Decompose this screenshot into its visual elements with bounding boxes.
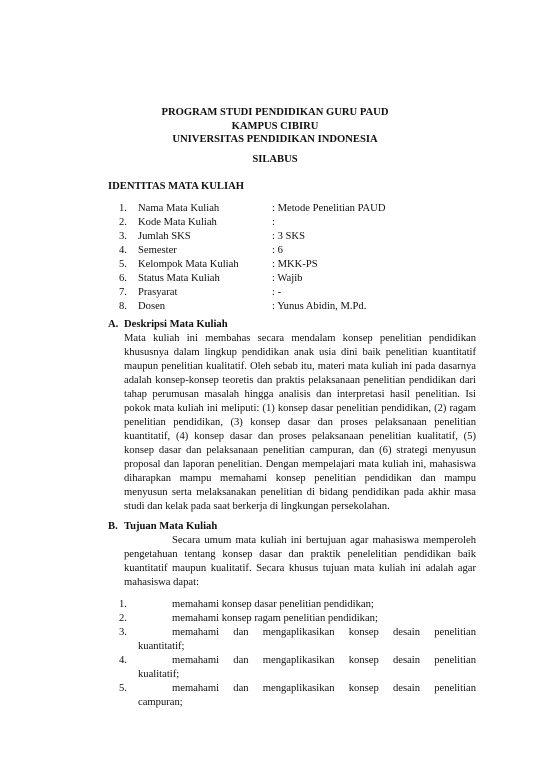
row-value: : Metode Penelitian PAUD [272, 203, 386, 214]
row-value: : Wajib [272, 273, 303, 284]
identitas-row [119, 202, 479, 216]
identitas-row [119, 230, 479, 244]
section-a-body: Mata kuliah ini membahas secara mendalam konsep penelitian pendidikan khususnya dalam lingkup pendidikan anak usia dini baik penelitian kuantitatif maupun penelitian kualitatif. Oleh sebab itu, materi mata kuliah ini pada dasarnya adalah konsep-konsep teoretis dan praktis pelaksanaan penelitian pendidikan dari tahap perumusan masalah hingga analisis dan interpretasi hasil penelitian. Isi pokok mata kuliah ini meliputi: (1) konsep dasar penelitian pendidikan, (2) ragam penelitian pendidikan, (3) konsep dasar dan proses pelaksanaan penelitian kuantitatif, (4) konsep dasar dan proses pelaksanaan penelitian kualitatif, (5) konsep dasar dan pelaksanaan penelitian campuran, dan (6) strategi menyusun proposal dan laporan penelitian. Dengan mempelajari mata kuliah ini, mahasiswa diharapkan mampu memahami konsep penelitian pendidikan dan mampu menyusun serta melaksanakan penelitian di bidang pendidikan pada akhir masa studi dan kelak pada saat berkerja di lingkungan persekolahan. [124, 333, 476, 512]
list-item [119, 654, 476, 668]
document-title: SILABUS [252, 154, 298, 165]
row-number: 4. [119, 245, 127, 256]
row-value: : 6 [272, 245, 283, 256]
list-item [119, 598, 476, 612]
header-campus: KAMPUS CIBIRU [231, 120, 319, 132]
list-text: memahami dan mengaplikasikan konsep desain penelitian [172, 683, 476, 694]
section-b-title: Tujuan Mata Kuliah [124, 521, 218, 532]
identitas-list [119, 202, 479, 314]
row-label: Nama Mata Kuliah [138, 203, 220, 214]
row-number: 7. [119, 287, 127, 298]
section-a-letter: A. [108, 319, 119, 330]
list-text: memahami konsep dasar penelitian pendidikan; [172, 599, 374, 610]
row-number: 5. [119, 259, 127, 270]
row-number: 2. [119, 217, 127, 228]
list-item [119, 682, 476, 696]
header-program: PROGRAM STUDI PENDIDIKAN GURU PAUD [161, 107, 389, 118]
identitas-row [119, 244, 479, 258]
row-label: Kode Mata Kuliah [138, 217, 217, 228]
identitas-row [119, 216, 479, 230]
list-number: 1. [119, 599, 127, 610]
objectives-list [119, 598, 476, 710]
identitas-row [119, 300, 479, 314]
list-number: 4. [119, 655, 127, 666]
row-number: 6. [119, 273, 127, 284]
list-number: 5. [119, 683, 127, 694]
section-a-title: Deskripsi Mata Kuliah [124, 319, 228, 330]
list-text-continued: campuran; [138, 697, 183, 708]
list-text: memahami dan mengaplikasikan konsep desain penelitian [172, 627, 476, 638]
row-value: : 3 SKS [272, 231, 305, 242]
section-b-body: Secara umum mata kuliah ini bertujuan agar mahasiswa memperoleh pengetahuan tentang konsep dasar dan praktik penelelitian pendidikan baik kuantitatif maupun kualitatif. Secara khusus tujuan mata kuliah ini adalah agar mahasiswa dapat: [124, 535, 476, 588]
list-text-continued: kuantitatif; [138, 641, 185, 652]
section-b-letter: B. [108, 521, 118, 532]
row-number: 1. [119, 203, 127, 214]
row-label: Kelompok Mata Kuliah [138, 259, 239, 270]
row-label: Status Mata Kuliah [138, 273, 220, 284]
list-number: 3. [119, 627, 127, 638]
row-label: Semester [138, 245, 177, 256]
section-b-heading [108, 520, 217, 534]
list-text: memahami konsep ragam penelitian pendidikan; [172, 613, 378, 624]
document-header [0, 106, 550, 147]
row-value: : - [272, 287, 282, 298]
row-value: : [272, 217, 275, 228]
row-number: 3. [119, 231, 127, 242]
row-number: 8. [119, 301, 127, 312]
list-text: memahami dan mengaplikasikan konsep desain penelitian [172, 655, 476, 666]
list-number: 2. [119, 613, 127, 624]
row-value: : MKK-PS [272, 259, 318, 270]
identitas-heading: IDENTITAS MATA KULIAH [108, 181, 244, 192]
list-item [119, 626, 476, 640]
row-label: Prasyarat [138, 287, 178, 298]
header-university: UNIVERSITAS PENDIDIKAN INDONESIA [172, 134, 378, 145]
identitas-row [119, 258, 479, 272]
row-value: : Yunus Abidin, M.Pd. [272, 301, 367, 312]
identitas-row [119, 286, 479, 300]
identitas-row [119, 272, 479, 286]
list-item [119, 612, 476, 626]
section-a-heading [108, 318, 228, 332]
list-text-continued: kualitatif; [138, 669, 180, 680]
row-label: Dosen [138, 301, 166, 312]
row-label: Jumlah SKS [138, 231, 191, 242]
